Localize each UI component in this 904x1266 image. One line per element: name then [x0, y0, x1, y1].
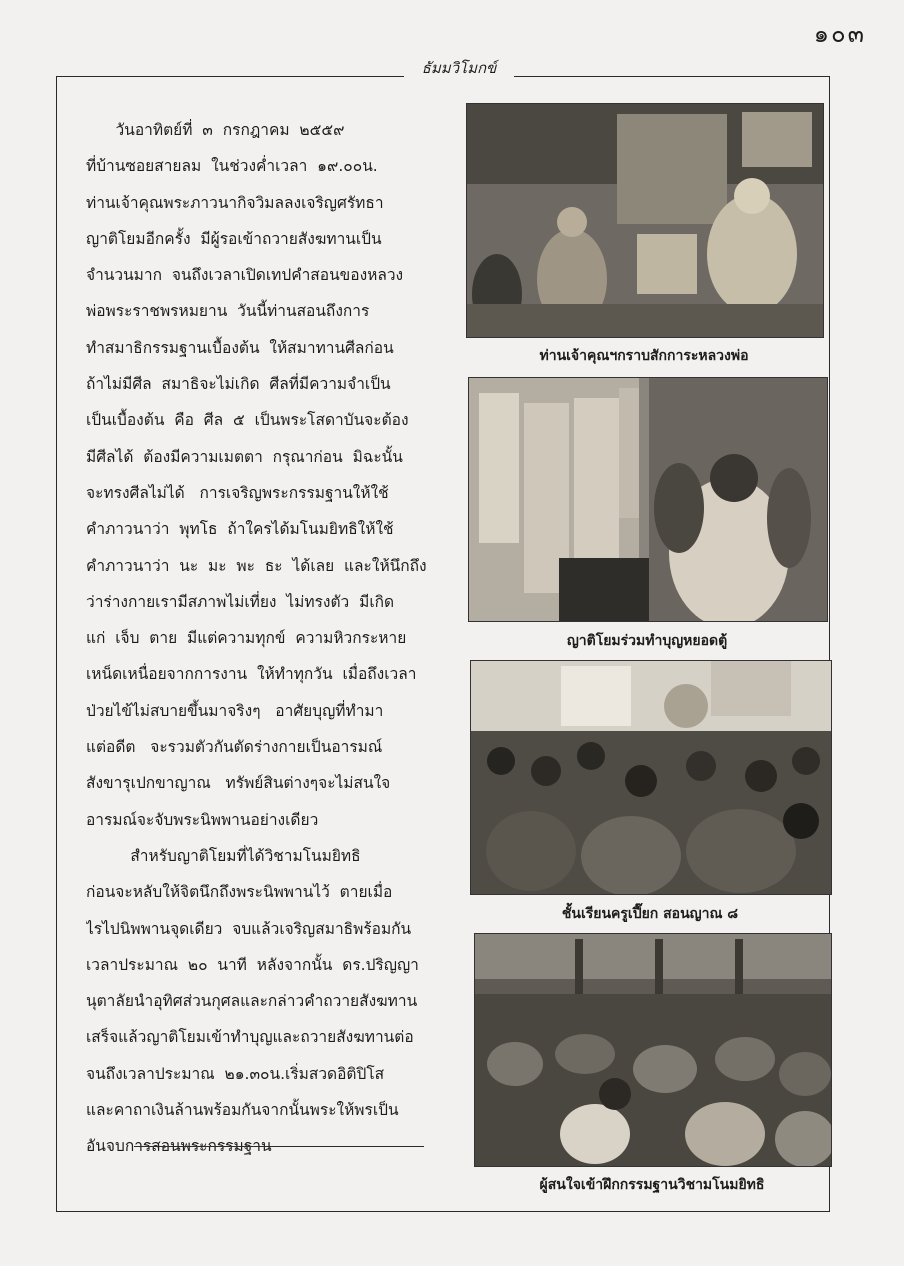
photo-caption-crowd: ผู้สนใจเข้าฝึกกรรมฐานวิชามโนมยิทธิ	[539, 1177, 765, 1193]
text-line: ถ้าไม่มีศีล สมาธิจะไม่เกิด ศีลที่มีความจำเป็น	[86, 375, 391, 394]
text-line: คำภาวนาว่า พุทโธ ถ้าใครได้มโนมยิทธิให้ใช้	[86, 520, 394, 539]
text-line: ท่านเจ้าคุณพระภาวนากิจวิมลลงเจริญศรัทธา	[86, 193, 384, 212]
text-line: จะทรงศีลไม่ได้ การเจริญพระกรรมฐานให้ใช้	[86, 483, 389, 502]
text-line: นุตาลัยนำอุทิศส่วนกุศลและกล่าวคำถวายสังฆทาน	[86, 992, 418, 1011]
text-line: ที่บ้านซอยสายลม ในช่วงค่ำเวลา ๑๙.๐๐น.	[86, 157, 378, 176]
text-line: เวลาประมาณ ๒๐ นาที หลังจากนั้น ดร.ปริญญา	[86, 955, 419, 974]
text-line: อารมณ์จะจับพระนิพพานอย่างเดียว	[86, 810, 319, 829]
end-rule	[134, 1146, 424, 1147]
article-body	[86, 112, 456, 1165]
text-line: แก่ เจ็บ ตาย มีแต่ความทุกข์ ความหิวกระหาย	[86, 629, 407, 648]
photo-donation	[468, 377, 828, 622]
text-line: มีศีลได้ ต้องมีความเมตตา กรุณาก่อน มิฉะนั้น	[86, 447, 403, 466]
text-line: ไรไปนิพพานจุดเดียว จบแล้วเจริญสมาธิพร้อมกัน	[86, 919, 412, 938]
running-header: ธัมมวิโมกข์	[404, 56, 514, 80]
text-line: ทำสมาธิกรรมฐานเบื้องต้น ให้สมาทานศีลก่อน	[86, 338, 394, 357]
text-line: และคาถาเงินล้านพร้อมกันจากนั้นพระให้พรเป็น	[86, 1101, 399, 1120]
text-line: เหน็ดเหนื่อยจากการงาน ให้ทำทุกวัน เมื่อถึงเวลา	[86, 665, 417, 684]
text-line: แต่อดีต จะรวมตัวกันตัดร่างกายเป็นอารมณ์	[86, 738, 383, 757]
text-line: จำนวนมาก จนถึงเวลาเปิดเทปคำสอนของหลวง	[86, 266, 404, 285]
photo-crowd	[474, 933, 832, 1167]
text-line: คำภาวนาว่า นะ มะ พะ ธะ ได้เลย และให้นึกถึง	[86, 556, 427, 575]
text-line: สังขารุเปกขาญาณ ทรัพย์สินต่างๆจะไม่สนใจ	[86, 774, 391, 793]
text-line: ก่อนจะหลับให้จิตนึกถึงพระนิพพานไว้ ตายเมื่อ	[86, 883, 393, 902]
text-line: ว่าร่างกายเรามีสภาพไม่เที่ยง ไม่ทรงตัว มีเกิด	[86, 592, 395, 611]
photo-caption-class: ชั้นเรียนครูเปี๊ยก สอนญาณ ๘	[561, 906, 739, 922]
text-line: วันอาทิตย์ที่ ๓ กรกฎาคม ๒๕๕๙	[86, 121, 345, 139]
photo-shrine	[466, 103, 824, 338]
photo-class	[470, 660, 832, 895]
text-line: ญาติโยมอีกครั้ง มีผู้รอเข้าถวายสังฆทานเป็น	[86, 229, 382, 248]
page-number: ๑๐๓	[813, 20, 866, 48]
text-line: พ่อพระราชพรหมยาน วันนี้ท่านสอนถึงการ	[86, 302, 370, 321]
article-text	[86, 112, 456, 1165]
text-line: เสร็จแล้วญาติโยมเข้าทำบุญและถวายสังฆทานต่อ	[86, 1028, 414, 1047]
text-line: ป่วยไข้ไม่สบายขึ้นมาจริงๆ อาศัยบุญที่ทำมา	[86, 701, 384, 720]
text-line: จนถึงเวลาประมาณ ๒๑.๓๐น.เริ่มสวดอิติปิโส	[86, 1064, 385, 1083]
text-line: สำหรับญาติโยมที่ได้วิชามโนมยิทธิ	[86, 846, 361, 865]
text-line: เป็นเบื้องต้น คือ ศีล ๕ เป็นพระโสดาบันจะต้อง	[86, 411, 409, 430]
photo-caption-donation: ญาติโยมร่วมทำบุญหยอดตู้	[566, 633, 728, 649]
photo-caption-shrine: ท่านเจ้าคุณฯกราบสักการะหลวงพ่อ	[539, 348, 749, 364]
text-line: อันจบการสอนพระกรรมฐาน	[86, 1137, 272, 1156]
